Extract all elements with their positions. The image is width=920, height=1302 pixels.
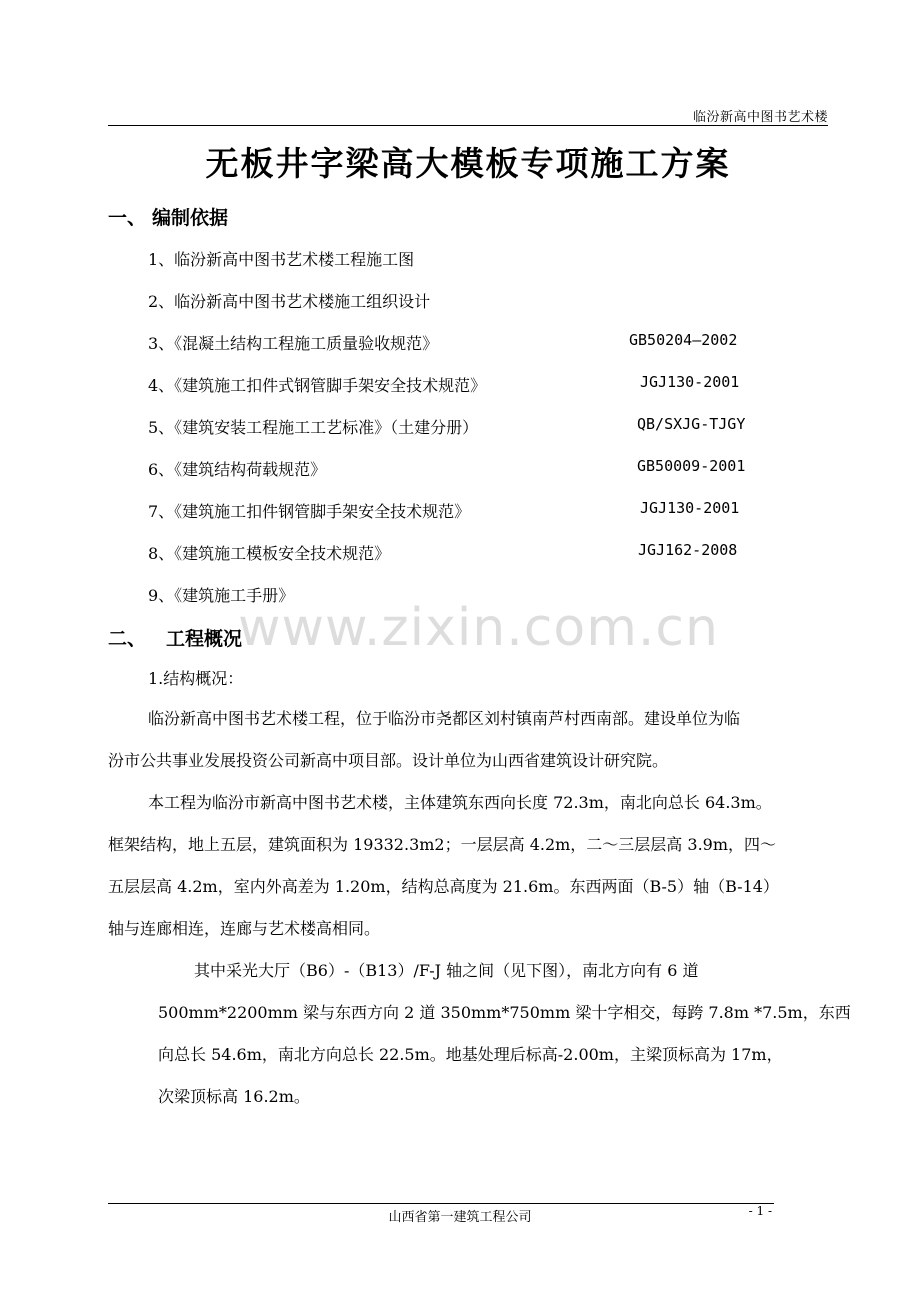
paragraph-line: 汾市公共事业发展投资公司新高中项目部。设计单位为山西省建筑设计研究院。 (108, 751, 669, 770)
header-rule (108, 125, 828, 126)
reference-item (148, 289, 828, 313)
reference-item (148, 415, 828, 439)
paragraph-line: 框架结构，地上五层，建筑面积为 19332.3m2；一层层高 4.2m，二～三层层高 3.9m，四～ (108, 835, 777, 854)
reference-title: 2、临汾新高中图书艺术楼施工组织设计 (148, 292, 431, 311)
paragraph-line: 本工程为临汾市新高中图书艺术楼，主体建筑东西向长度 72.3m，南北向总长 64.3m。 (148, 793, 772, 812)
reference-code: QB/SXJG-TJGY (637, 415, 746, 433)
reference-item (148, 499, 828, 523)
section-number: 一、 (108, 207, 147, 229)
section-label: 编制依据 (152, 207, 229, 229)
section-number: 二、 (108, 628, 147, 650)
section-label: 工程概况 (166, 628, 243, 650)
subsection-title: 1.结构概况： (148, 669, 244, 688)
reference-item (148, 331, 828, 355)
reference-title: 5、《建筑安装工程施工工艺标准》（土建分册） (148, 418, 479, 437)
paragraph-line: 轴与连廊相连，连廊与艺术楼高相同。 (108, 919, 381, 938)
reference-item (148, 583, 828, 607)
paragraph-line: 临汾新高中图书艺术楼工程，位于临汾市尧都区刘村镇南芦村西南部。建设单位为临 (148, 709, 741, 728)
paragraph-line: 向总长 54.6m，南北方向总长 22.5m。地基处理后标高-2.00m，主梁顶标高为 17m， (158, 1045, 783, 1064)
reference-item (148, 247, 828, 271)
section-heading-basis (108, 203, 228, 230)
reference-item (148, 541, 828, 565)
footer-company: 山西省第一建筑工程公司 (388, 1210, 532, 1225)
document-title: 无板井字梁高大模板专项施工方案 (205, 144, 731, 183)
page-number: - 1 - (748, 1204, 772, 1218)
watermark: www.zixin.com.cn (238, 598, 719, 658)
reference-code: JGJ130-2001 (640, 499, 740, 517)
paragraph-line: 五层层高 4.2m，室内外高差为 1.20m，结构总高度为 21.6m。东西两面（B-5）轴（B-14） (108, 877, 779, 896)
reference-code: GB50204—2002 (629, 331, 738, 349)
reference-title: 1、临汾新高中图书艺术楼工程施工图 (148, 250, 415, 269)
running-header: 临汾新高中图书艺术楼 (692, 110, 828, 125)
reference-item (148, 457, 828, 481)
reference-title: 8、《建筑施工模板安全技术规范》 (148, 544, 391, 563)
reference-title: 3、《混凝土结构工程施工质量验收规范》 (148, 334, 439, 353)
reference-title: 7、《建筑施工扣件钢管脚手架安全技术规范》 (148, 502, 471, 521)
reference-title: 4、《建筑施工扣件式钢管脚手架安全技术规范》 (148, 376, 487, 395)
reference-title: 9、《建筑施工手册》 (148, 586, 295, 605)
paragraph-line: 500mm*2200mm 梁与东西方向 2 道 350mm*750mm 梁十字相交，每跨 7.8m *7.5m，东西 (158, 1003, 851, 1022)
reference-code: JGJ130-2001 (640, 373, 740, 391)
reference-title: 6、《建筑结构荷载规范》 (148, 460, 327, 479)
reference-item (148, 373, 828, 397)
section-heading-overview (108, 624, 242, 651)
reference-code: JGJ162-2008 (638, 541, 738, 559)
footer-rule (108, 1203, 774, 1204)
paragraph-line: 次梁顶标高 16.2m。 (158, 1087, 310, 1106)
reference-code: GB50009-2001 (637, 457, 746, 475)
paragraph-line: 其中采光大厅（B6）-（B13）/F-J 轴之间（见下图），南北方向有 6 道 (194, 961, 699, 980)
